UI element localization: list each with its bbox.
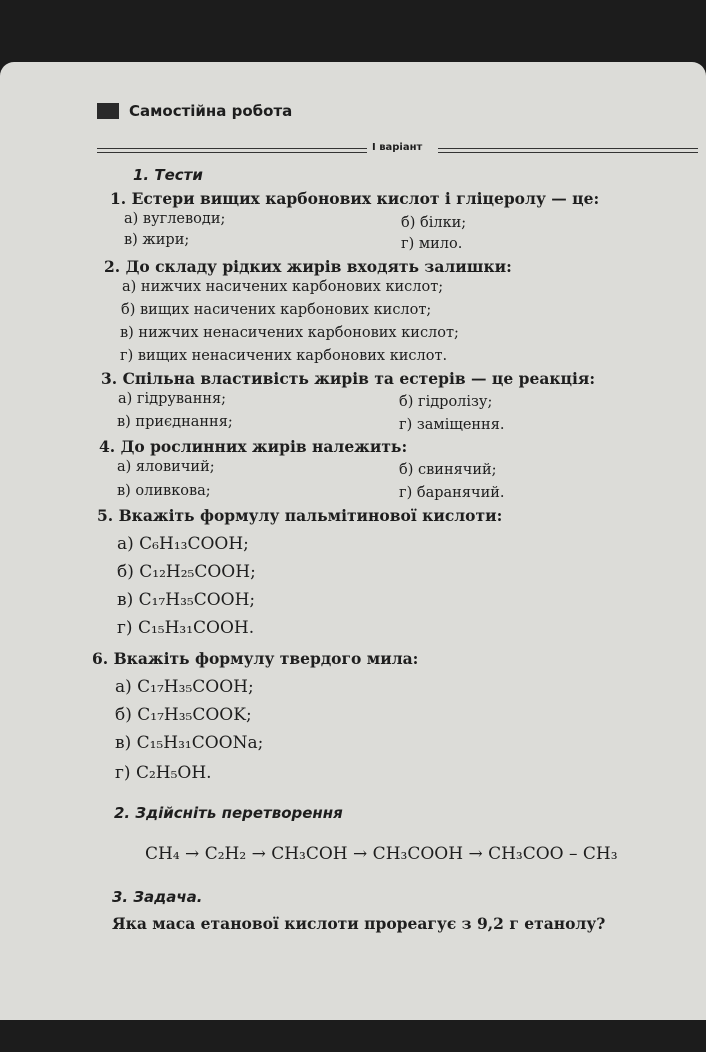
q3-option-c: в) приєднання;: [117, 414, 233, 430]
q1-option-c: в) жири;: [124, 232, 190, 248]
transformation-chain: CH₄ → C₂H₂ → CH₃COH → CH₃COOH → CH₃COO – CH₃: [145, 844, 618, 864]
section-tests-title: 1. Тести: [133, 166, 203, 184]
q4-option-b: б) свинячий;: [399, 462, 497, 478]
q3-option-b: б) гідролізу;: [399, 394, 493, 410]
q1-option-b: б) білки;: [401, 215, 467, 231]
q6-option-d: г) C₂H₅OH.: [115, 763, 212, 783]
question-4: 4. До рослинних жирів належить:: [99, 437, 408, 456]
q1-option-a: а) вуглеводи;: [124, 211, 226, 227]
variant-divider: [97, 142, 698, 158]
question-2: 2. До складу рідких жирів входять залишки:: [104, 257, 512, 276]
q6-option-a: а) C₁₇H₃₅COOH;: [115, 677, 254, 697]
q1-option-d: г) мило.: [401, 236, 463, 252]
variant-label: І варіант: [372, 142, 423, 153]
q4-option-a: а) яловичий;: [117, 459, 215, 475]
q6-option-b: б) C₁₇H₃₅COOK;: [115, 705, 252, 725]
question-6: 6. Вкажіть формулу твердого мила:: [92, 649, 419, 668]
q4-option-d: г) баранячий.: [399, 485, 505, 501]
q5-option-c: в) C₁₇H₃₅COOH;: [117, 590, 256, 610]
question-3: 3. Спільна властивість жирів та естерів — це реакція:: [101, 369, 596, 388]
q2-option-c: в) нижчих ненасичених карбонових кислот;: [120, 325, 459, 341]
task-text: Яка маса етанової кислоти прореагує з 9,2 г етанолу?: [112, 914, 606, 933]
q4-option-c: в) оливкова;: [117, 483, 211, 499]
q2-option-d: г) вищих ненасичених карбонових кислот.: [120, 348, 448, 364]
q5-option-a: а) C₆H₁₃COOH;: [117, 534, 249, 554]
q5-option-b: б) C₁₂H₂₅COOH;: [117, 562, 256, 582]
question-1: 1. Естери вищих карбонових кислот і гліцеролу — це:: [110, 189, 600, 208]
q5-option-d: г) C₁₅H₃₁COOH.: [117, 618, 255, 638]
q6-option-c: в) C₁₅H₃₁COONa;: [115, 733, 264, 753]
question-5: 5. Вкажіть формулу пальмітинової кислоти:: [97, 506, 503, 525]
q3-option-a: а) гідрування;: [118, 391, 227, 407]
q3-option-d: г) заміщення.: [399, 417, 505, 433]
section-transformations-title: 2. Здійсніть перетворення: [114, 804, 343, 822]
q2-option-a: а) нижчих насичених карбонових кислот;: [122, 279, 444, 295]
worksheet-header: [97, 102, 292, 120]
worksheet-page: [0, 62, 706, 1020]
q2-option-b: б) вищих насичених карбонових кислот;: [121, 302, 432, 318]
header-square-icon: [97, 103, 119, 119]
section-task-title: 3. Задача.: [112, 888, 203, 906]
worksheet-title: Самостійна робота: [129, 102, 293, 120]
